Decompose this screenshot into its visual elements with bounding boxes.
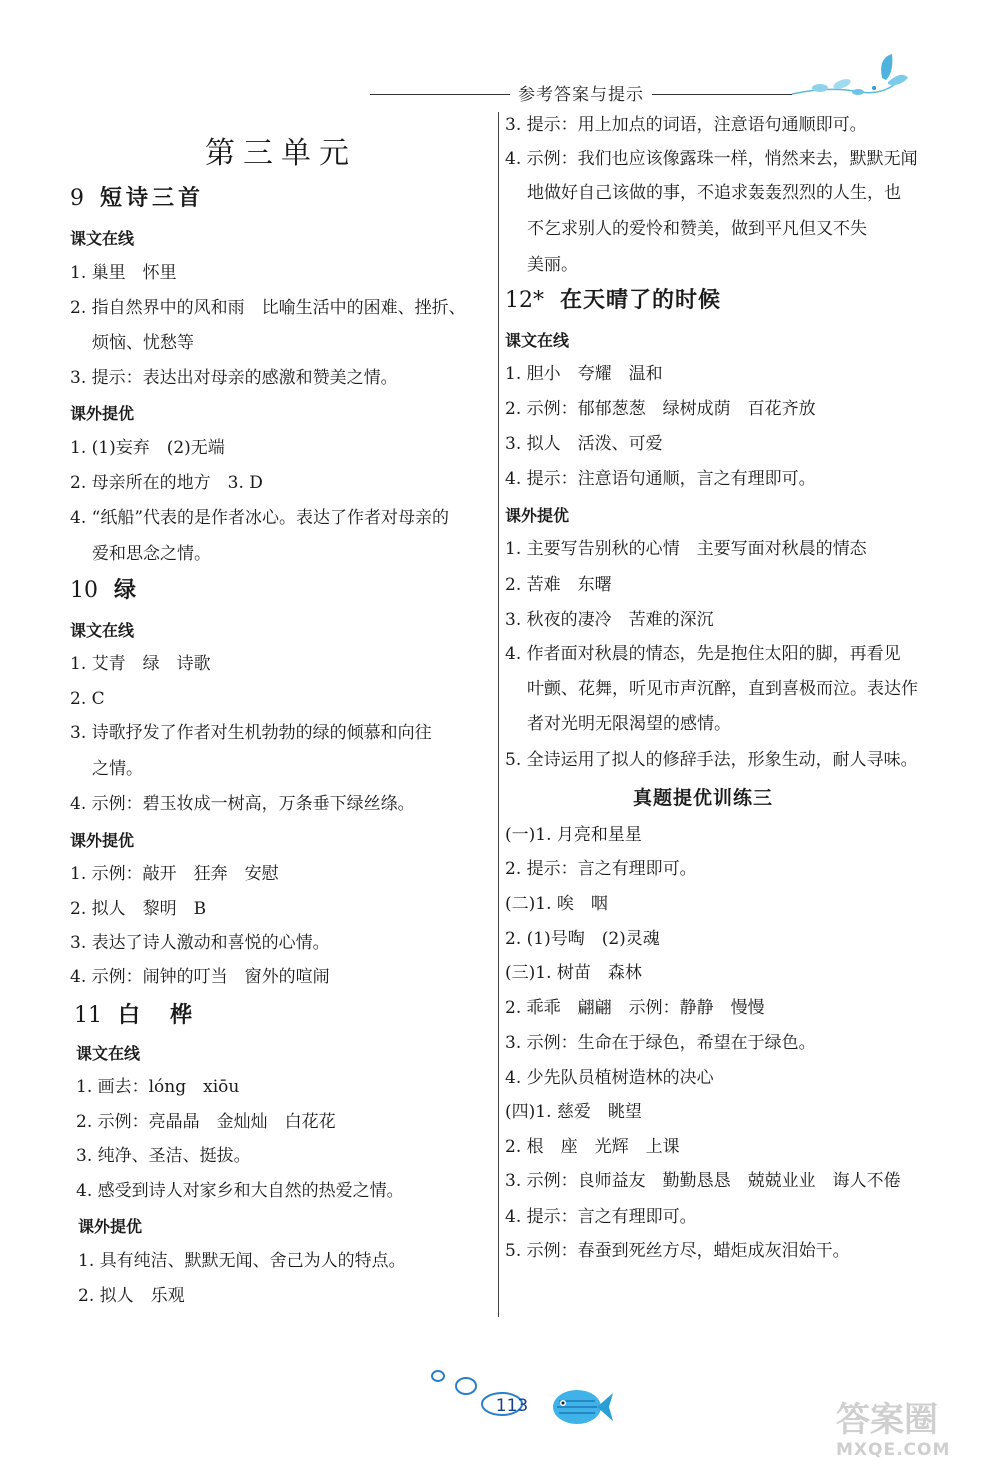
answer-line: 4. 作者面对秋晨的情态，先是抱住太阳的脚，再看见 (505, 644, 901, 664)
answer-line: 3. 示例：良师益友 勤勤恳恳 兢兢业业 诲人不倦 (505, 1171, 901, 1191)
lesson-name: 在天晴了的时候 (560, 288, 722, 313)
answer-line: 2. 乖乖 翩翩 示例：静静 慢慢 (505, 998, 765, 1018)
answer-line: 4. 示例：闹钟的叮当 窗外的喧闹 (70, 967, 330, 987)
answer-line: 叶颤、花舞，听见市声沉醉，直到喜极而泣。表达作 (527, 679, 918, 699)
lesson-number: 10 (70, 578, 98, 603)
section-heading: 课文在线 (70, 621, 135, 640)
page-number: 113 (495, 1396, 529, 1416)
exam-section-title: 真题提优训练三 (633, 787, 774, 809)
answer-line: 3. 提示：表达出对母亲的感激和赞美之情。 (70, 368, 398, 388)
answer-line: 3. 诗歌抒发了作者对生机勃勃的绿的倾慕和向往 (70, 723, 432, 743)
answer-line: (一)1. 月亮和星星 (505, 825, 642, 845)
header-rule-left (370, 94, 510, 95)
column-divider (498, 112, 499, 1317)
answer-line: 1. 示例：敲开 狂奔 安慰 (70, 864, 279, 884)
watermark-url: MXQE.COM (836, 1440, 951, 1460)
answer-line: 2. 指自然界中的风和雨 比喻生活中的困难、挫折、 (70, 298, 466, 318)
answer-line: 美丽。 (527, 255, 578, 275)
lesson-name: 白 桦 (118, 1003, 197, 1028)
answer-line: (二)1. 唉 咽 (505, 894, 608, 914)
section-heading: 课文在线 (505, 331, 570, 350)
answer-line: 5. 示例：春蚕到死丝方尽，蜡炬成灰泪始干。 (505, 1241, 850, 1261)
section-heading: 课外提优 (78, 1217, 143, 1236)
answer-line: 3. 拟人 活泼、可爱 (505, 434, 663, 454)
answer-line: 3. 秋夜的凄冷 苦难的深沉 (505, 610, 714, 630)
answer-line: 1. 具有纯洁、默默无闻、舍己为人的特点。 (78, 1251, 406, 1271)
lesson-11-title (74, 1005, 196, 1027)
answer-line: 3. 示例：生命在于绿色，希望在于绿色。 (505, 1033, 816, 1053)
unit-title: 第三单元 (205, 136, 357, 171)
answer-line: 4. 示例：我们也应该像露珠一样，悄然来去，默默无闻 (505, 149, 918, 169)
answer-line: 之情。 (92, 759, 143, 779)
answer-line: 2. 苦难 东曙 (505, 575, 612, 595)
answer-line: 5. 全诗运用了拟人的修辞手法，形象生动，耐人寻味。 (505, 750, 918, 770)
header-rule-right (652, 94, 792, 95)
lesson-name: 绿 (114, 578, 141, 603)
answer-line: 者对光明无限渴望的感情。 (527, 714, 731, 734)
section-heading: 课文在线 (70, 229, 135, 248)
answer-line: (三)1. 树苗 森林 (505, 963, 642, 983)
answer-line: 4. 提示：言之有理即可。 (505, 1207, 697, 1227)
answer-line: 不乞求别人的爱怜和赞美，做到平凡但又不失 (527, 219, 867, 239)
answer-line: 4. 感受到诗人对家乡和大自然的热爱之情。 (76, 1181, 404, 1201)
lesson-number: 12* (505, 288, 544, 313)
answer-line: 2. 拟人 黎明 B (70, 899, 207, 919)
answer-line: 2. 示例：亮晶晶 金灿灿 白花花 (76, 1112, 336, 1132)
header-title: 参考答案与提示 (518, 85, 644, 105)
answer-line: 4. “纸船”代表的是作者冰心。表达了作者对母亲的 (70, 508, 450, 528)
section-heading: 课文在线 (76, 1044, 141, 1063)
answer-line: (四)1. 慈爱 眺望 (505, 1102, 642, 1122)
answer-line: 2. 拟人 乐观 (78, 1286, 185, 1306)
lesson-9-title (70, 188, 204, 210)
answer-line: 2. 提示：言之有理即可。 (505, 859, 697, 879)
section-heading: 课外提优 (70, 831, 135, 850)
fish-icon (545, 1383, 615, 1433)
lesson-12-title (505, 290, 721, 312)
answer-line: 4. 示例：碧玉妆成一树高，万条垂下绿丝绦。 (70, 794, 415, 814)
answer-line: 1. (1)妄弃 (2)无端 (70, 438, 225, 458)
answer-line: 2. 母亲所在的地方 3. D (70, 473, 263, 493)
answer-line: 1. 巢里 怀里 (70, 263, 177, 283)
answer-line: 4. 提示：注意语句通顺，言之有理即可。 (505, 469, 816, 489)
answer-line: 2. C (70, 689, 105, 709)
answer-line: 烦恼、忧愁等 (92, 333, 194, 353)
watermark-text: 答案圈 (836, 1400, 938, 1440)
lesson-10-title (70, 580, 140, 602)
answer-line: 3. 纯净、圣洁、挺拔。 (76, 1146, 251, 1166)
section-heading: 课外提优 (505, 506, 570, 525)
answer-line: 2. (1)号啕 (2)灵魂 (505, 929, 660, 949)
answer-line: 2. 示例：郁郁葱葱 绿树成荫 百花齐放 (505, 399, 816, 419)
lesson-number: 9 (70, 186, 84, 211)
answer-line: 1. 画去：lóng xiōu (76, 1077, 240, 1097)
answer-line: 3. 提示：用上加点的词语，注意语句通顺即可。 (505, 115, 867, 135)
answer-line: 4. 少先队员植树造林的决心 (505, 1068, 714, 1088)
watermark-logo (836, 1400, 996, 1466)
answer-line: 3. 表达了诗人激动和喜悦的心情。 (70, 933, 330, 953)
section-heading: 课外提优 (70, 404, 135, 423)
answer-line: 1. 胆小 夸耀 温和 (505, 364, 663, 384)
answer-line: 爱和思念之情。 (92, 544, 211, 564)
lesson-name: 短诗三首 (100, 186, 205, 211)
answer-line: 地做好自己该做的事，不追求轰轰烈烈的人生，也 (527, 183, 901, 203)
butterfly-decoration-icon (790, 48, 910, 108)
answer-line: 1. 主要写告别秋的心情 主要写面对秋晨的情态 (505, 539, 867, 559)
answer-line: 1. 艾青 绿 诗歌 (70, 654, 211, 674)
lesson-number: 11 (74, 1003, 102, 1028)
answer-line: 2. 根 座 光辉 上课 (505, 1137, 680, 1157)
